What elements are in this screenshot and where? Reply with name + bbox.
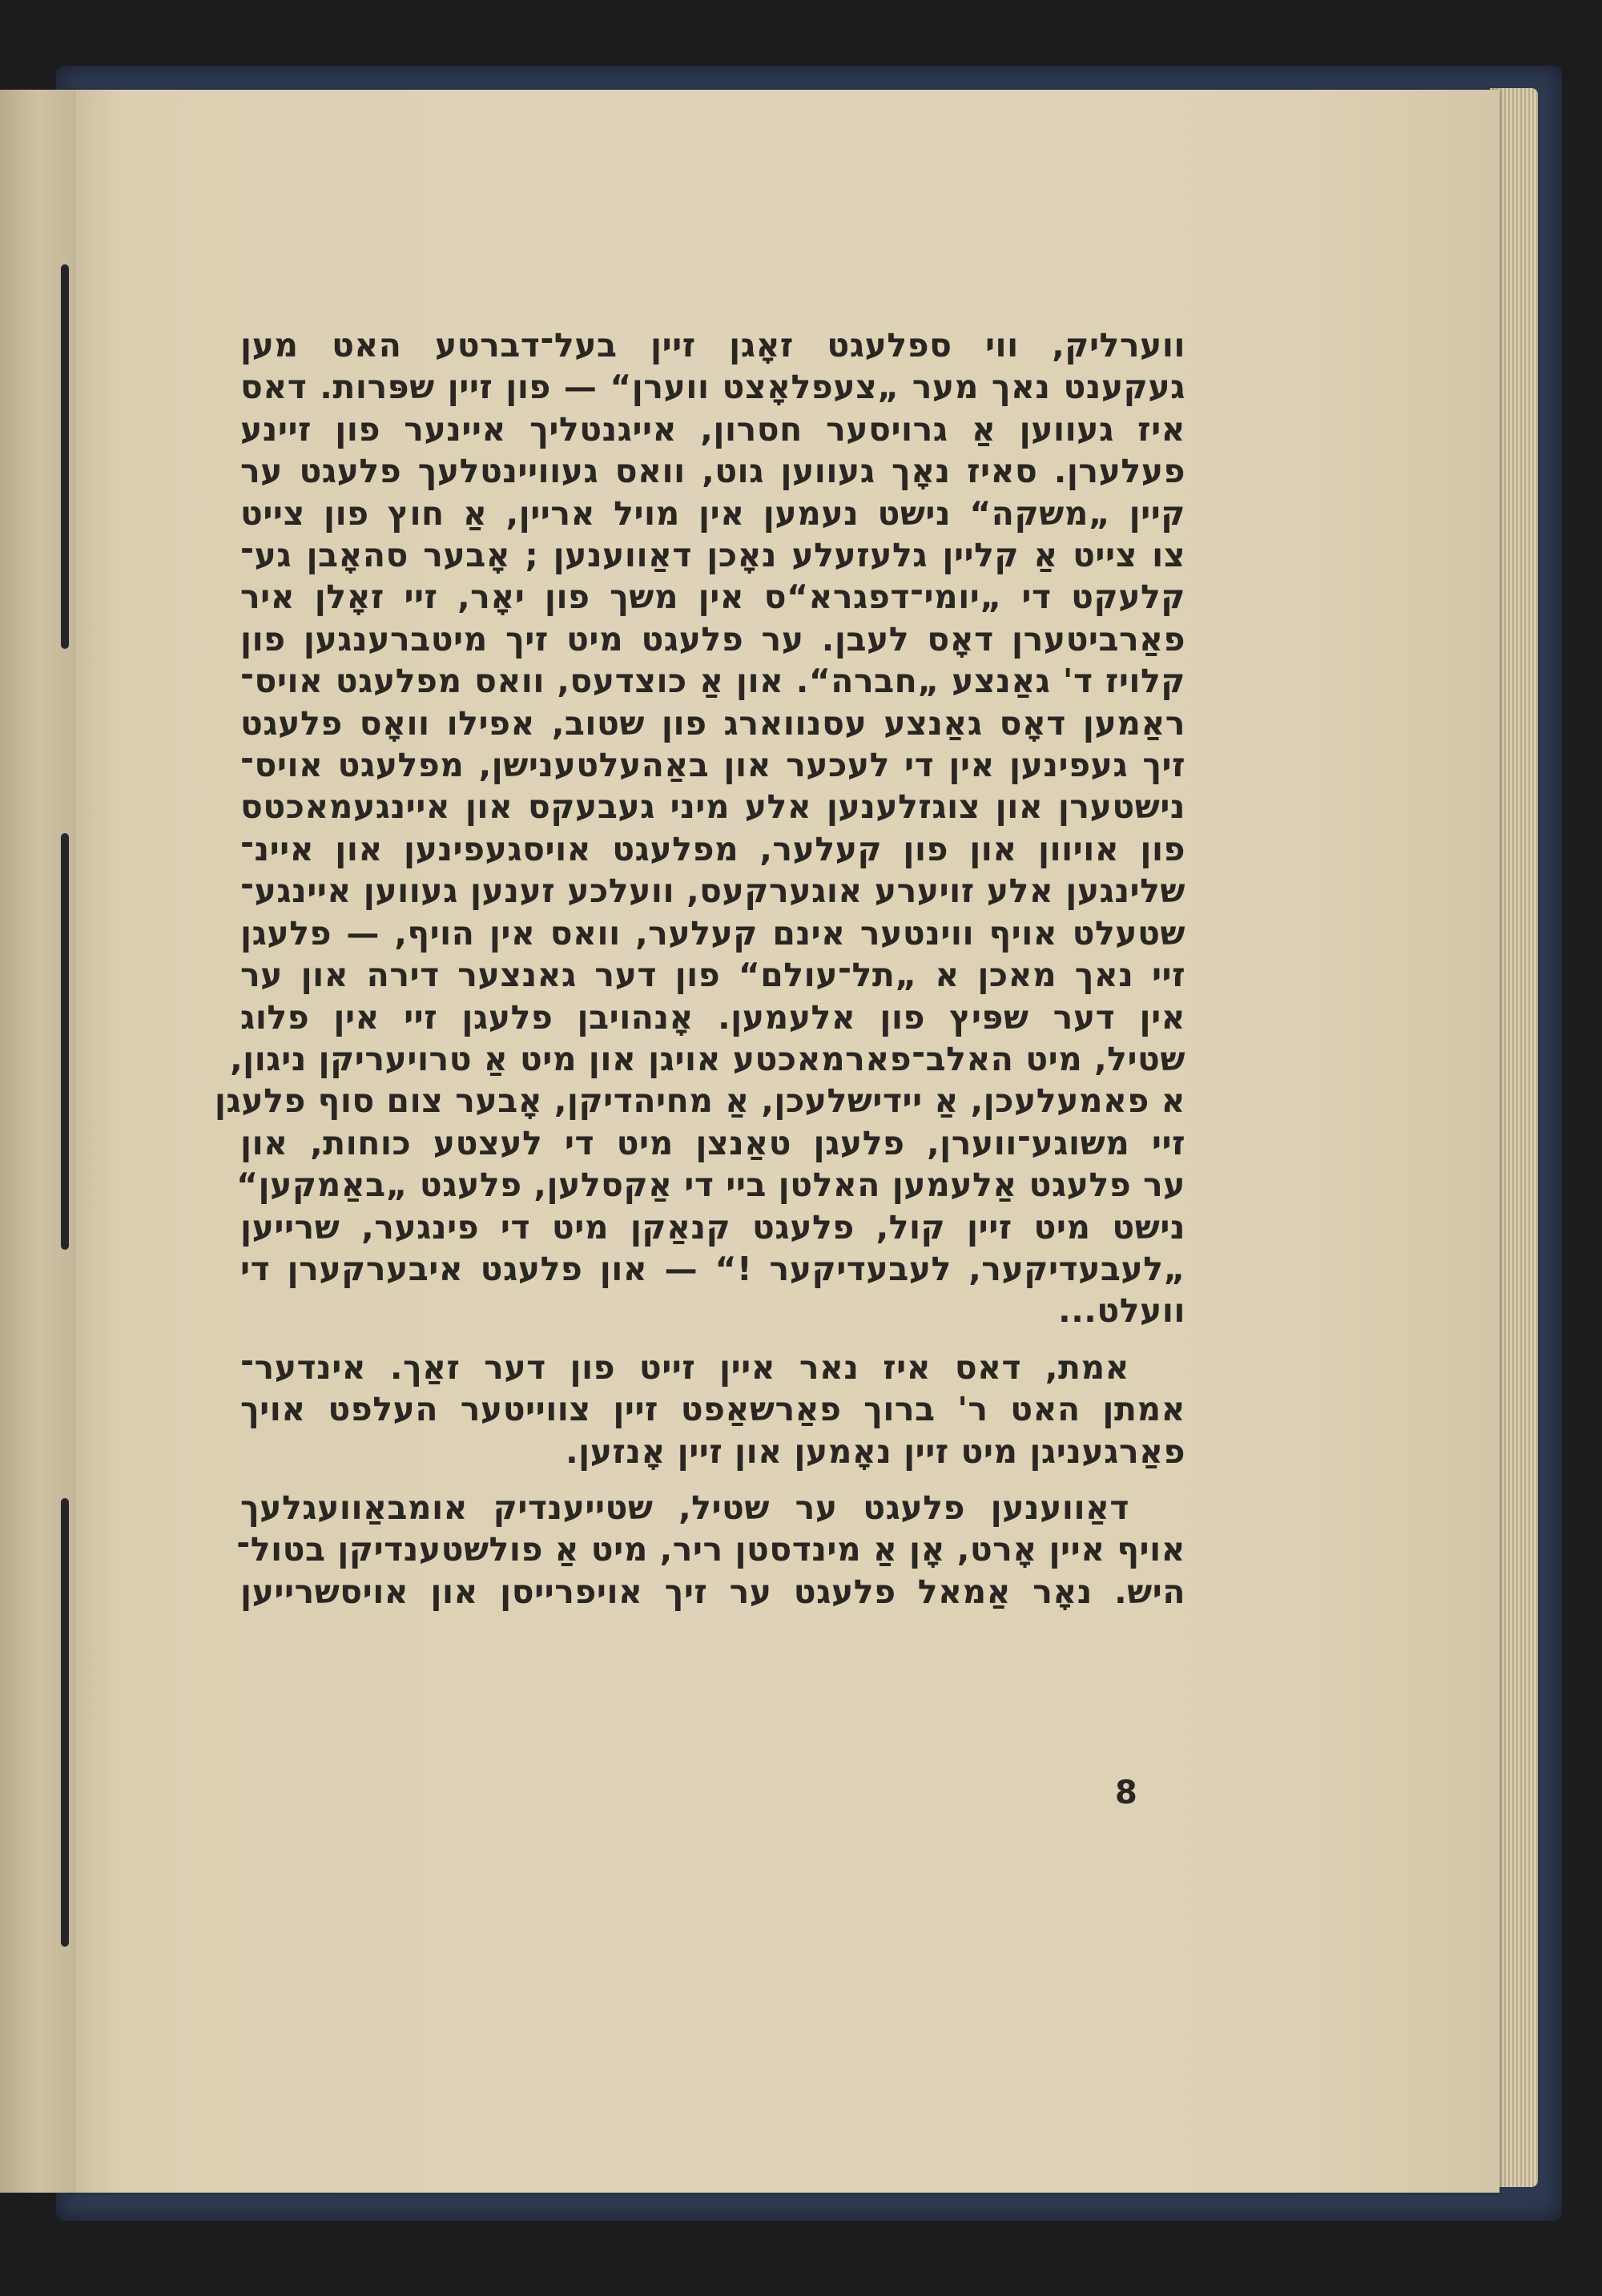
binding-stitch	[61, 833, 69, 1250]
text-line: נישטערן און צוגזלענען אלע מיני געבעקס און איינגעמאכטס	[240, 787, 1185, 827]
text-line: זיי משוגע־ווערן, פלעגן טאַנצן מיט די לעצטע כוחות, און	[240, 1123, 1185, 1162]
text-line: שטעלט אויף ווינטער אינם קעלער, וואס אין הויף, — פלעגן	[240, 913, 1185, 953]
text-line: שלינגען אלע זויערע אוגערקעס, וועלכע זענען געווען איינגע־	[240, 872, 1185, 911]
binding-stitch	[61, 1498, 69, 1947]
text-line: זיי נאך מאכן א „תל־עולם“ פון דער גאנצער דירה און ער	[240, 956, 1185, 995]
text-line: ראַמען דאָס גאַנצע עסנווארג פון שטוב, אפילו וואָס פלעגט	[240, 703, 1185, 743]
paragraph-3	[236, 1487, 1185, 1613]
text-line: אויף איין אָרט, אָן אַ מינדסטן ריר, מיט אַ פולשטענדיקן בטול־	[236, 1530, 1185, 1569]
text-line: צו צייט אַ קליין גלעזעלע נאָכן דאַווענען ; אָבער סהאָבן גע־	[240, 536, 1185, 575]
text-line: קלעקט די „יומי־דפגרא“ס אין משך פון יאָר, זיי זאָלן איר	[240, 578, 1185, 617]
text-line: היש. נאָר אַמאל פלעגט ער זיך אויפרייסן און אויסשרייען	[240, 1572, 1185, 1611]
text-line: דאַווענען פלעגט ער שטיל, שטייענדיק אומבאַוועגלעך	[240, 1488, 1129, 1527]
text-line: געקענט נאך מער „צעפלאָצט ווערן“ — פון זיין שפּרות. דאס	[240, 368, 1185, 407]
text-line: א פאמעלעכן, אַ יידישלעכן, אַ מחיהדיקן, אָבער צום סוף פלעגן	[214, 1082, 1185, 1121]
text-line: פון אויוון און פון קעלער, מפלעגט אויסגעפינען און איינ־	[240, 829, 1185, 868]
text-line: אין דער שפּיץ פון אלעמען. אָנהויבן פלעגן זיי אין פלוג	[240, 997, 1185, 1037]
paragraph-1	[214, 324, 1185, 1332]
binding-stitch	[61, 264, 69, 649]
text-line: נישט מיט זיין קול, פלעגט קנאַקן מיט די פינגער, שרייען	[240, 1207, 1185, 1247]
text-line: „לעבעדיקער, לעבעדיקער !“ — און פלעגט איבערקערן די	[240, 1249, 1185, 1288]
page-number: 8	[1115, 1774, 1137, 1811]
text-line: ווערליק, ווי ספלעגט זאָגן זיין בעל־דברטע האט מען	[240, 326, 1185, 365]
text-line: איז געווען אַ גרויסער חסרון, אייגנטליך איינער פון זיינע	[240, 409, 1185, 449]
text-line: שטיל, מיט האלב־פארמאכטע אויגן און מיט אַ טרויעריקן ניגון,	[230, 1039, 1185, 1078]
text-line: פאַרגעניגן מיט זיין נאָמען און זיין אָנזען.	[566, 1432, 1185, 1471]
text-line: ער פלעגט אַלעמען האלטן ביי די אַקסלען, פלעגט „באַמקען“	[236, 1166, 1185, 1205]
page-text	[214, 324, 1185, 1613]
text-line: אמת, דאס איז נאר איין זייט פון דער זאַך. אינדער־	[240, 1347, 1129, 1387]
text-line: קיין „משקה“ נישט נעמען אין מויל אריין, אַ חוץ פון צייט	[240, 493, 1185, 533]
paragraph-2	[240, 1347, 1185, 1472]
text-line: זיך געפינען אין די לעכער און באַהעלטענישן, מפלעגט אויס־	[240, 746, 1185, 785]
text-line: פעלערן. סאיז נאָך געווען גוט, וואס געוויינטלעך פלעגט ער	[240, 452, 1185, 491]
text-line: אמתן האט ר' ברוך פאַרשאַפט זיין צווייטער העלפט אויך	[240, 1390, 1185, 1429]
text-line: וועלט...	[1058, 1291, 1185, 1331]
text-line: פאַרביטערן דאָס לעבן. ער פלעגט מיט זיך מיטברענגען פון	[240, 619, 1185, 659]
text-line: קלויז ד' גאַנצע „חברה“. און אַ כוצדעס, וואס מפלעגט אויס־	[240, 662, 1185, 701]
